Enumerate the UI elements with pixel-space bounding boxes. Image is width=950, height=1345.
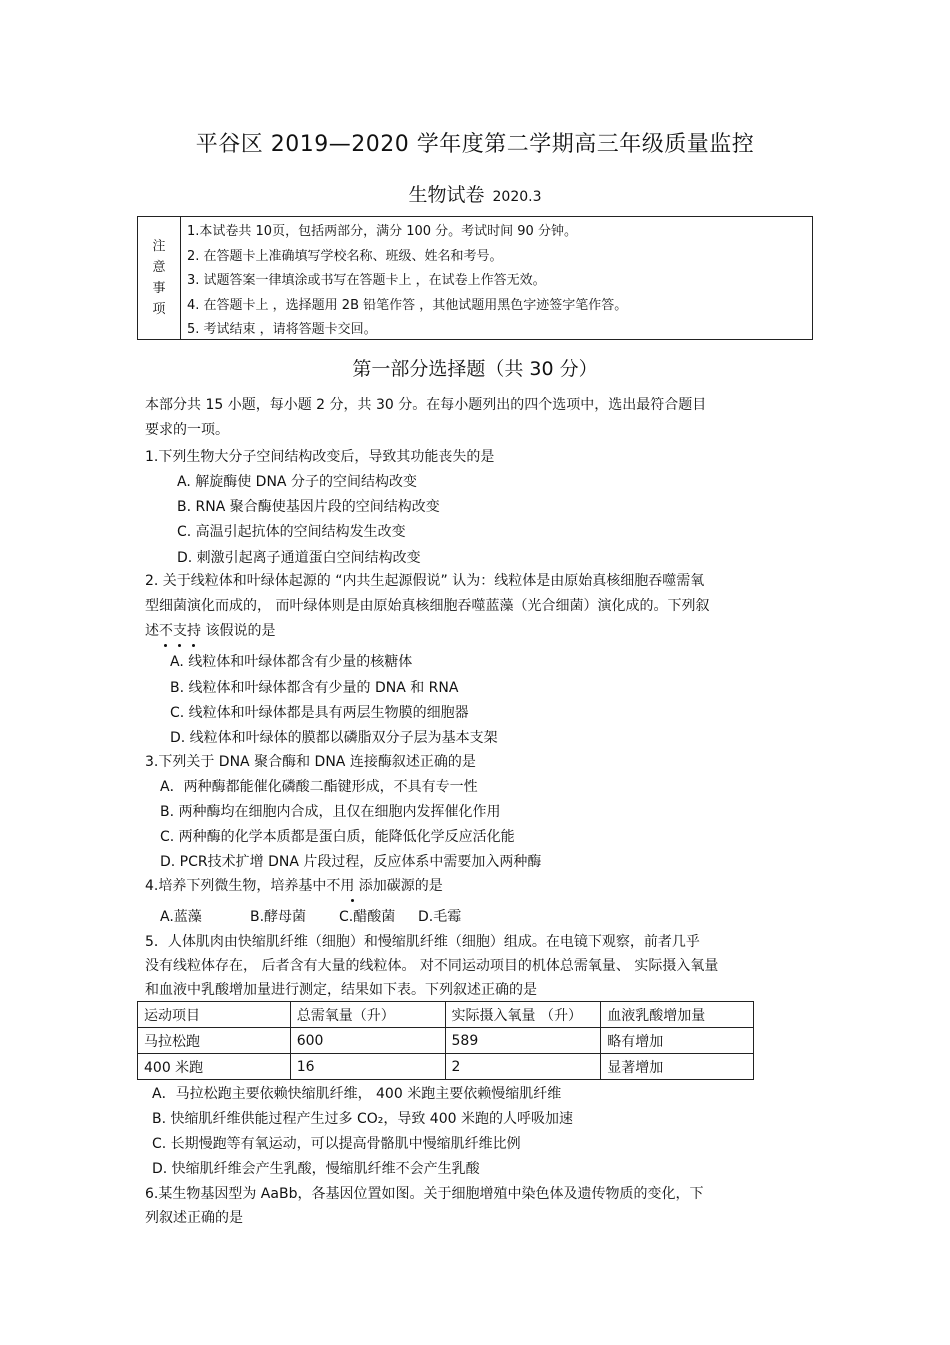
emphasis-dot <box>351 899 354 902</box>
question-5-stem: 和血液中乳酸增加量进行测定，结果如下表。下列叙述正确的是 <box>145 982 537 998</box>
notice-item: 3. 试题答案一律填涂或书写在答题卡上 ，在试卷上作答无效。 <box>187 273 546 288</box>
emphasis-not-support <box>159 623 201 639</box>
section-intro: 本部分共 15 小题，每小题 2 分，共 30 分。在每小题列出的四个选项中，选出最符合题目 <box>145 397 707 413</box>
emphasis-dot <box>164 644 167 647</box>
question-3-option-d: D. PCR技术扩增 DNA 片段过程，反应体系中需要加入两种酶 <box>160 854 542 870</box>
notice-label-char: 项 <box>152 302 166 317</box>
question-6-stem: 6.某生物基因型为 AaBb，各基因位置如图。关于细胞增殖中染色体及遗传物质的变化，下 <box>145 1186 704 1202</box>
question-5-option-b: B. 快缩肌纤维供能过程产生过多 CO₂，导致 400 米跑的人呼吸加速 <box>152 1111 573 1127</box>
section-title: 第一部分选择题（共 30 分） <box>352 358 598 380</box>
emphasis-dot <box>178 644 181 647</box>
table-cell: 2 <box>445 1054 601 1080</box>
table-header-row <box>138 1002 754 1028</box>
notice-items <box>181 217 812 339</box>
subject-title: 生物试卷 <box>408 184 485 206</box>
question-3-option-b: B. 两种酶均在细胞内合成，且仅在细胞内发挥催化作用 <box>160 804 501 820</box>
question-6-stem: 列叙述正确的是 <box>145 1210 243 1226</box>
question-4-stem <box>145 876 443 896</box>
exam-title: 平谷区 2019—2020 学年度第二学期高三年级质量监控 <box>195 132 755 157</box>
question-5-option-c: C. 长期慢跑等有氧运动，可以提高骨骼肌中慢缩肌纤维比例 <box>152 1136 521 1152</box>
table-cell: 600 <box>290 1028 445 1054</box>
question-4-option-c: C.醋酸菌 <box>339 909 396 925</box>
emphasis-not-use <box>326 878 354 894</box>
question-4-option-d: D.毛霉 <box>418 909 462 925</box>
question-4-option-b: B.酵母菌 <box>250 909 307 925</box>
table-cell: 16 <box>290 1054 445 1080</box>
question-2-text: 述 <box>145 623 159 639</box>
exam-subtitle <box>0 180 950 207</box>
question-2-option-b: B. 线粒体和叶绿体都含有少量的 DNA 和 RNA <box>170 680 459 696</box>
question-3-option-a: A．两种酶都能催化磷酸二酯键形成，不具有专一性 <box>160 779 478 795</box>
table-cell: 略有增加 <box>601 1028 754 1054</box>
notice-label-char: 事 <box>152 281 166 296</box>
notice-item: 1.本试卷共 10页，包括两部分，满分 100 分。考试时间 90 分钟。 <box>187 224 577 239</box>
question-4-text: 4.培养下列微生物，培养基中 <box>145 878 327 894</box>
table-row <box>138 1054 754 1080</box>
table-header-cell: 实际摄入氧量 （升） <box>445 1002 601 1028</box>
question-1-option-a: A. 解旋酶使 DNA 分子的空间结构改变 <box>177 474 417 490</box>
question-5-stem: 5．人体肌肉由快缩肌纤维（细胞）和慢缩肌纤维（细胞）组成。在电镜下观察，前者几乎 <box>145 934 700 950</box>
notice-box <box>137 216 813 340</box>
question-3-stem: 3.下列关于 DNA 聚合酶和 DNA 连接酶叙述正确的是 <box>145 754 476 770</box>
table-row <box>138 1028 754 1054</box>
question-2-stem <box>145 621 275 641</box>
question-5-option-a: A．马拉松跑主要依赖快缩肌纤维， 400 米跑主要依赖慢缩肌纤维 <box>152 1086 562 1102</box>
emphasis-dot <box>192 644 195 647</box>
exercise-data-table <box>137 1001 754 1080</box>
emphasis-text: 不支持 <box>159 623 201 639</box>
notice-item: 4. 在答题卡上 ，选择题用 2B 铅笔作答 ，其他试题用黑色字迹签字笔作答。 <box>187 297 628 313</box>
emphasis-text: 不用 <box>326 878 355 894</box>
question-2-option-d: D. 线粒体和叶绿体的膜都以磷脂双分子层为基本支架 <box>170 730 498 746</box>
question-2-text: 该假说的是 <box>201 623 276 639</box>
question-1-option-b: B. RNA 聚合酶使基因片段的空间结构改变 <box>177 499 440 515</box>
table-header-cell: 运动项目 <box>138 1002 291 1028</box>
question-5-stem: 没有线粒体存在， 后者含有大量的线粒体。 对不同运动项目的机体总需氧量、 实际摄入氧量 <box>145 958 719 974</box>
question-1-stem: 1.下列生物大分子空间结构改变后，导致其功能丧失的是 <box>145 449 495 465</box>
question-1-option-c: C. 高温引起抗体的空间结构发生改变 <box>177 524 406 540</box>
question-3-option-c: C. 两种酶的化学本质都是蛋白质，能降低化学反应活化能 <box>160 829 515 845</box>
question-4-text: 添加碳源的是 <box>354 878 443 894</box>
table-cell: 589 <box>445 1028 601 1054</box>
question-1-option-d: D. 刺激引起离子通道蛋白空间结构改变 <box>177 550 421 566</box>
section-intro: 要求的一项。 <box>145 422 229 438</box>
table-header-cell: 血液乳酸增加量 <box>601 1002 754 1028</box>
question-4-option-a: A.蓝藻 <box>160 909 202 925</box>
notice-label-char: 意 <box>152 260 166 275</box>
notice-item: 2. 在答题卡上准确填写学校名称、班级、姓名和考号。 <box>187 248 503 264</box>
question-2-stem: 型细菌演化而成的， 而叶绿体则是由原始真核细胞吞噬蓝藻（光合细菌）演化成的。下列叙 <box>145 598 710 614</box>
question-2-option-c: C. 线粒体和叶绿体都是具有两层生物膜的细胞器 <box>170 705 469 721</box>
question-5-option-d: D. 快缩肌纤维会产生乳酸，慢缩肌纤维不会产生乳酸 <box>152 1161 480 1177</box>
table-cell: 显著增加 <box>601 1054 754 1080</box>
question-2-stem: 2. 关于线粒体和叶绿体起源的 “内共生起源假说” 认为：线粒体是由原始真核细胞吞噬需氧 <box>145 573 705 589</box>
notice-label <box>138 217 181 339</box>
table-header-cell: 总需氧量（升） <box>290 1002 445 1028</box>
notice-item: 5. 考试结束 ，请将答题卡交回。 <box>187 322 377 337</box>
table-cell: 400 米跑 <box>138 1054 291 1080</box>
question-2-option-a: A. 线粒体和叶绿体都含有少量的核糖体 <box>170 654 413 670</box>
table-cell: 马拉松跑 <box>138 1028 291 1054</box>
exam-date: 2020.3 <box>492 189 542 205</box>
notice-label-char: 注 <box>152 239 166 254</box>
